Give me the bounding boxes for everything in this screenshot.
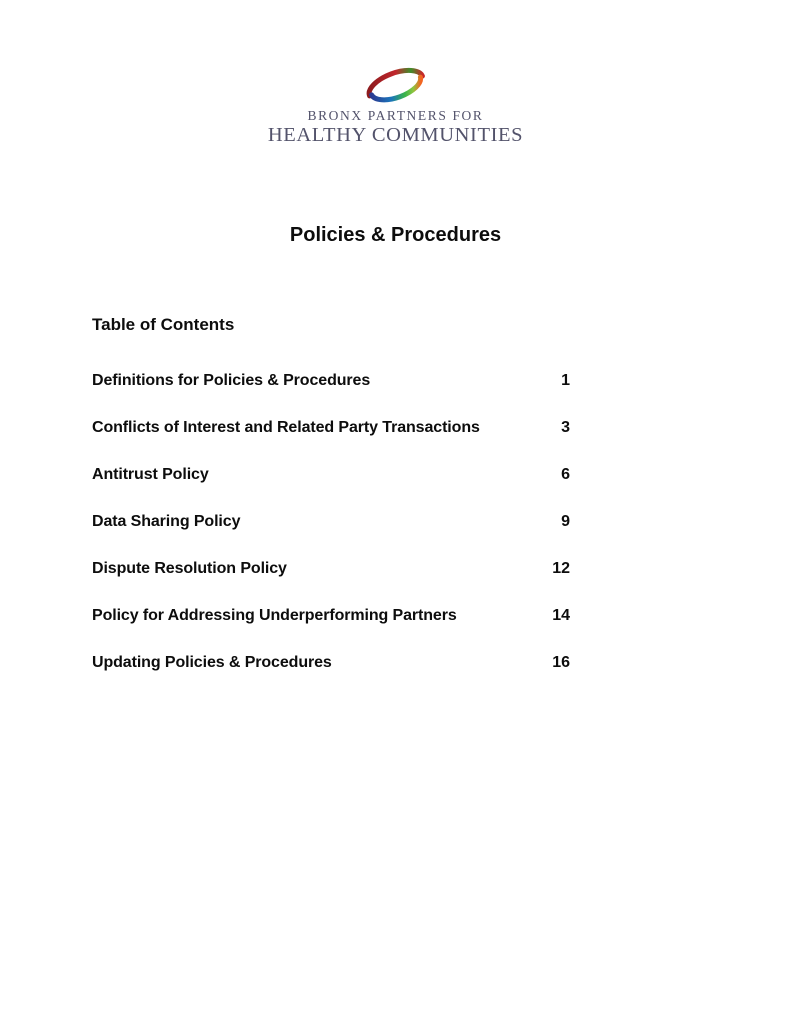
logo-text-line2: HEALTHY COMMUNITIES: [267, 124, 524, 146]
toc-entry-page: 1: [561, 372, 570, 389]
toc-entry-page: 9: [561, 513, 570, 530]
toc-heading: Table of Contents: [92, 315, 235, 334]
logo-swirl-icon: [360, 62, 432, 110]
toc-entry: [92, 654, 570, 673]
toc-entry: [92, 419, 570, 438]
toc-entry: [92, 513, 570, 532]
toc-entry: [92, 560, 570, 579]
toc-entry-page: 6: [561, 466, 570, 483]
toc-entry: [92, 607, 570, 626]
org-logo: [0, 62, 791, 146]
toc-entry-label: Antitrust Policy: [92, 466, 209, 483]
toc-list: [92, 372, 570, 701]
toc-entry-label: Updating Policies & Procedures: [92, 654, 332, 671]
toc-entry: [92, 466, 570, 485]
toc-entry-label: Data Sharing Policy: [92, 513, 241, 530]
toc-entry-page: 16: [552, 654, 570, 671]
toc-entry-label: Definitions for Policies & Procedures: [92, 372, 371, 389]
toc-entry-label: Conflicts of Interest and Related Party Transactions: [92, 419, 480, 436]
logo-text-line1: BRONX PARTNERS FOR: [307, 108, 484, 123]
toc-entry-page: 3: [561, 419, 570, 436]
toc-entry-label: Dispute Resolution Policy: [92, 560, 287, 577]
toc-entry-page: 12: [552, 560, 570, 577]
page-title: Policies & Procedures: [289, 224, 502, 246]
toc-entry-page: 14: [552, 607, 570, 624]
toc-entry: [92, 372, 570, 391]
toc-entry-label: Policy for Addressing Underperforming Partners: [92, 607, 457, 624]
